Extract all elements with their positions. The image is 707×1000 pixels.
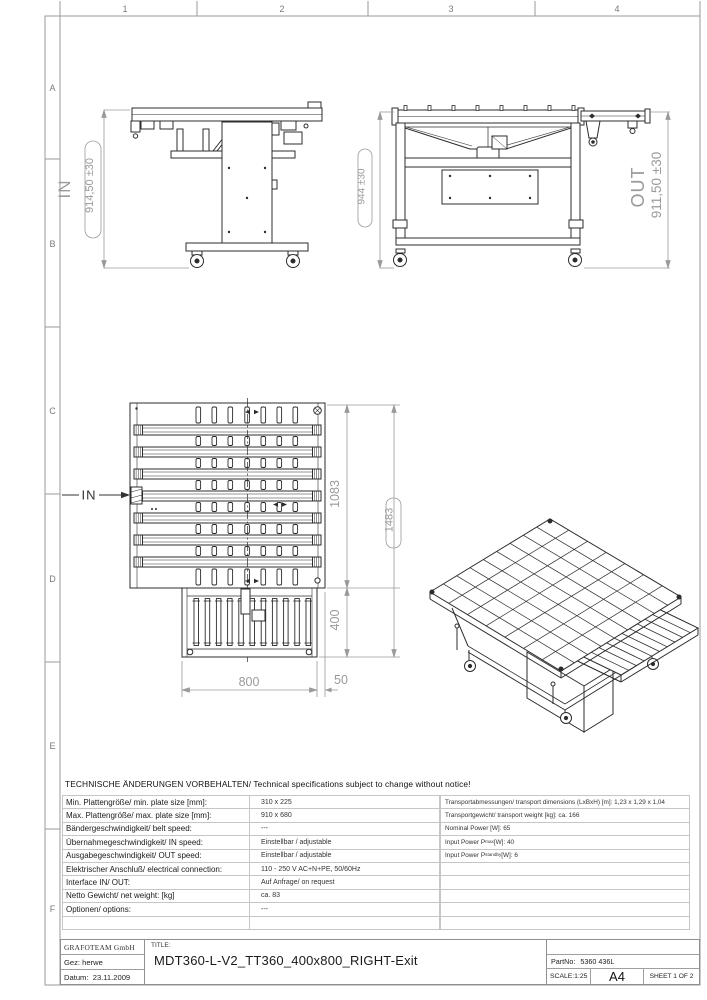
table-row: Max. Plattengröße/ max. plate size [mm]: 910 x 680 xyxy=(62,808,440,822)
table-row: Min. Plattengröße/ min. plate size [mm]: 310 x 225 xyxy=(62,795,440,809)
grid-row-label: B xyxy=(49,239,56,249)
drawn-by: Gez: herwe xyxy=(61,955,144,970)
table-row: Nominal Power [W]: 65 xyxy=(440,822,690,836)
change-notice: TECHNISCHE ÄNDERUNGEN VORBEHALTEN/ Technical specifications subject to change without notice! xyxy=(65,779,471,789)
plan-dim-1483: 1483 xyxy=(383,507,396,533)
table-row-empty xyxy=(62,916,440,930)
grid-row-label: D xyxy=(49,574,56,584)
sheet-number: SHEET 1 OF 2 xyxy=(649,973,694,980)
table-row: Input Power P max [W]: 40 xyxy=(440,835,690,849)
table-row: Transportgewicht/ transport weight [kg]: ca. 166 xyxy=(440,808,690,822)
front-ref-dim: 944 ±30 xyxy=(356,168,368,205)
grid-col-label: 4 xyxy=(614,4,620,14)
grid-row-label: C xyxy=(49,406,56,416)
table-row-empty xyxy=(440,916,690,930)
spec-table-right xyxy=(440,795,690,930)
plan-dim-1083: 1083 xyxy=(328,480,342,508)
table-row: Input Power P standby [W]: 6 xyxy=(440,849,690,863)
grid-row-label: E xyxy=(49,741,56,751)
table-row: Transportabmessungen/ transport dimensions (LxBxH) [m]: 1,23 x 1,29 x 1,04 xyxy=(440,795,690,809)
front-flow-label: OUT xyxy=(628,166,648,208)
drawing-title: MDT360-L-V2_TT360_400x800_RIGHT-Exit xyxy=(154,953,418,968)
side-flow-label: IN xyxy=(55,179,74,199)
table-row: Interface IN/ OUT: Auf Anfrage/ on request xyxy=(62,875,440,889)
table-row-empty xyxy=(440,902,690,916)
side-view xyxy=(131,102,322,268)
front-height-dim: 911,50 ±30 xyxy=(649,151,664,219)
front-view xyxy=(392,106,650,267)
plan-dim-400: 400 xyxy=(328,609,342,631)
date-field: Datum: 23.11.2009 xyxy=(64,972,131,982)
plan-dim-50: 50 xyxy=(334,673,348,687)
table-row: Optionen/ options: --- xyxy=(62,902,440,916)
title-label: TITLE: xyxy=(151,942,171,949)
part-number: PartNo: 5360 436L xyxy=(547,955,699,970)
scale-field: SCALE:1:25 xyxy=(547,969,591,984)
plan-dim-800: 800 xyxy=(238,675,260,689)
table-row: Bändergeschwindigkeit/ belt speed: --- xyxy=(62,822,440,836)
table-row: Ausgabegeschwindigkeit/ OUT speed: Einstellbar / adjustable xyxy=(62,849,440,863)
table-row: Übernahmegeschwindigkeit/ IN speed: Einstellbar / adjustable xyxy=(62,835,440,849)
side-view-dimensions xyxy=(85,110,189,268)
spec-table-left xyxy=(62,795,440,930)
table-row-empty xyxy=(440,862,690,876)
isometric-view xyxy=(430,519,699,733)
company-name: GRAFOTEAM GmbH xyxy=(61,940,144,955)
table-row-empty xyxy=(440,889,690,903)
grid-col-label: 3 xyxy=(448,4,454,14)
grid-row-label: A xyxy=(49,83,56,93)
plan-view xyxy=(130,398,325,662)
grid-col-label: 1 xyxy=(122,4,128,14)
table-row: Netto Gewicht/ net weight: [kg] ca. 83 xyxy=(62,889,440,903)
paper-format: A4 xyxy=(591,969,644,984)
table-row: Elektrischer Anschluß/ electrical connection: 110 - 250 V AC+N+PE, 50/60Hz xyxy=(62,862,440,876)
title-block xyxy=(60,939,700,985)
grid-col-label: 2 xyxy=(279,4,285,14)
side-height-dim: 914,50 ±30 xyxy=(84,158,96,213)
grid-row-label: F xyxy=(49,904,56,914)
table-row-empty xyxy=(440,875,690,889)
empty-cell xyxy=(547,940,699,955)
plan-flow-label: IN xyxy=(81,487,97,503)
